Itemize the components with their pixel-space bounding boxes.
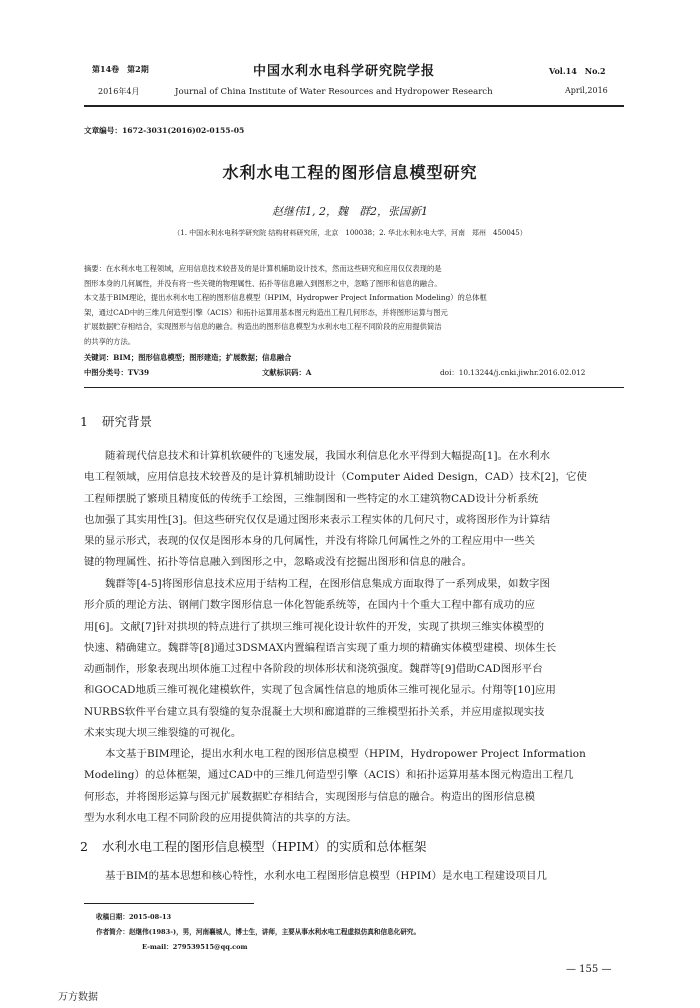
abstract-line: 摘要：在水利水电工程领域，应用信息技术较普及的是计算机辅助设计技术，然而这些研究和应用仅仅表现的是 — [84, 264, 442, 273]
abstract-rule — [84, 387, 624, 388]
document-code: 文献标识码：A — [262, 368, 312, 377]
affiliations: （1. 中国水利水电科学研究院 结构材料研究所，北京 100038；2. 华北水利水电大学，河南 郑州 450045） — [173, 229, 527, 237]
section-1-number: 1 — [80, 414, 88, 429]
paragraph-line: 工程师摆脱了繁琐且精度低的传统手工绘图，三维制图和一些特定的水工建筑物CAD设计分析系统 — [84, 492, 539, 505]
section-1-paragraph-3 — [84, 744, 624, 829]
paragraph-line: 也加强了其实用性[3]。但这些研究仅仅是通过图形来表示工程实体的几何尺寸，或将图形作为计算结 — [84, 513, 551, 526]
paragraph-line: 和GOCAD地质三维可视化建模软件，实现了包含属性信息的地质体三维可视化显示。付翔等[10]应用 — [84, 684, 556, 697]
paragraph-line: Modeling）的总体框架，通过CAD中的三维几何造型引擎（ACIS）和拓扑运算用基本图元构造出工程几 — [84, 769, 574, 782]
watermark: 万方数据 — [58, 992, 98, 1003]
section-2-number: 2 — [80, 839, 88, 854]
section-2-title: 水利水电工程的图形信息模型（HPIM）的实质和总体框架 — [101, 839, 427, 854]
abstract-line: 的共享的方法。 — [84, 336, 136, 346]
paragraph-line: 本文基于BIM理论，提出水利水电工程的图形信息模型（HPIM，Hydropower Project Information — [105, 748, 586, 760]
author-bio: 作者简介：赵继伟(1983-)，男，河南襄城人，博士生，讲师，主要从事水利水电工程虚拟仿真和信息化研究。 — [96, 928, 421, 936]
paragraph-line: 随着现代信息技术和计算机软硬件的飞速发展，我国水利信息化水平得到大幅提高[1]。在水利水 — [105, 450, 551, 462]
paragraph-line: 术来实现大坝三维裂缝的可视化。 — [84, 727, 242, 740]
paragraph-line: NURBS软件平台建立具有裂缝的复杂混凝土大坝和廊道群的三维模型拓扑关系，并应用虚拟现实技 — [84, 705, 545, 718]
date-en: April,2016 — [565, 86, 608, 95]
paragraph-line: 快速、精确建立。魏群等[8]通过3DSMAX内置编程语言实现了重力坝的精确实体模型建模、坝体生长 — [84, 641, 557, 654]
paragraph-line: 动画制作，形象表现出坝体施工过程中各阶段的坝体形状和浇筑强度。魏群等[9]借助CAD图形平台 — [84, 663, 543, 676]
paragraph-line: 用[6]。文献[7]针对拱坝的特点进行了拱坝三维可视化设计软件的开发，实现了拱坝三维实体模型的 — [84, 620, 545, 633]
doi: doi：10.13244/j.cnki.jiwhr.2016.02.012 — [440, 368, 586, 377]
paragraph-line: 电工程领域，应用信息技术较普及的是计算机辅助设计（Computer Aided Design，CAD）技术[2]，它使 — [84, 471, 587, 484]
paragraph-line: 键的物理属性、拓扑等信息融入到图形之中，忽略或没有挖掘出图形和信息的融合。 — [84, 556, 473, 569]
abstract — [84, 262, 624, 350]
section-1-heading — [80, 412, 152, 430]
keywords: 关键词：BIM；图形信息模型；图形建造；扩展数据；信息融合 — [84, 353, 292, 362]
paragraph-line: 何形态，并将图形运算与图元扩展数据贮存相结合，实现图形与信息的融合。构造出的图形信息模 — [84, 790, 536, 803]
section-1-paragraph-1 — [84, 446, 624, 574]
paragraph-line: 型为水利水电工程不同阶段的应用提供简洁的共享的方法。 — [84, 811, 357, 824]
paragraph-line: 基于BIM的基本思想和核心特性，水利水电工程图形信息模型（HPIM）是水电工程建设项目几 — [105, 870, 548, 882]
abstract-line: 扩展数据贮存相结合，实现图形与信息的融合。构造出的图形信息模型为水利水电工程不同阶段的应用提供简洁 — [84, 322, 442, 332]
section-1-title: 研究背景 — [101, 414, 152, 429]
abstract-line: 本文基于BIM理论，提出水利水电工程的图形信息模型（HPIM，Hydropwer Project Information Modeling）的总体框 — [84, 293, 487, 303]
paragraph-line: 果的显示形式，表现的仅仅是图形本身的几何属性，并没有将除几何属性之外的工程应用中一些关 — [84, 535, 536, 548]
received-date: 收稿日期：2015-08-13 — [96, 913, 172, 921]
journal-title-en: Journal of China Institute of Water Resources and Hydropower Research — [175, 87, 493, 97]
paragraph-line: 形介质的理论方法、钢闸门数字图形信息一体化智能系统等，在国内十个重大工程中都有成功的应 — [84, 599, 536, 612]
header-rule — [84, 105, 624, 107]
footnote-rule — [84, 903, 254, 904]
page-number: — 155 — — [566, 964, 612, 975]
authors: 赵继伟1, 2，魏 群2，张国新1 — [272, 205, 428, 218]
section-1-paragraph-2 — [84, 574, 624, 744]
date-cn: 2016年4月 — [98, 87, 140, 96]
clc-number: 中图分类号：TV39 — [84, 368, 150, 377]
paragraph-line: 魏群等[4-5]将图形信息技术应用于结构工程，在图形信息集成方面取得了一系列成果，如数字图 — [105, 578, 550, 590]
abstract-line: 图形本身的几何属性，并没有将一些关键的物理属性、拓扑等信息融入到图形之中，忽略了图形和信息的融合。 — [84, 278, 442, 288]
author-email: E-mail：279539515@qq.com — [142, 943, 248, 951]
section-2-paragraph-1 — [84, 866, 624, 887]
volume-issue-en: Vol.14 No.2 — [549, 66, 606, 76]
abstract-line: 架，通过CAD中的三维几何造型引擎（ACIS）和拓扑运算用基本图元构造出工程几何形态，并将图形运算与图元 — [84, 307, 448, 317]
volume-issue: 第14卷 第2期 — [92, 64, 149, 74]
journal-title-cn: 中国水利水电科学研究院学报 — [253, 64, 436, 79]
article-number: 文章编号：1672-3031(2016)02-0155-05 — [84, 126, 245, 135]
section-2-heading — [80, 837, 427, 855]
page-title: 水利水电工程的图形信息模型研究 — [222, 163, 478, 182]
